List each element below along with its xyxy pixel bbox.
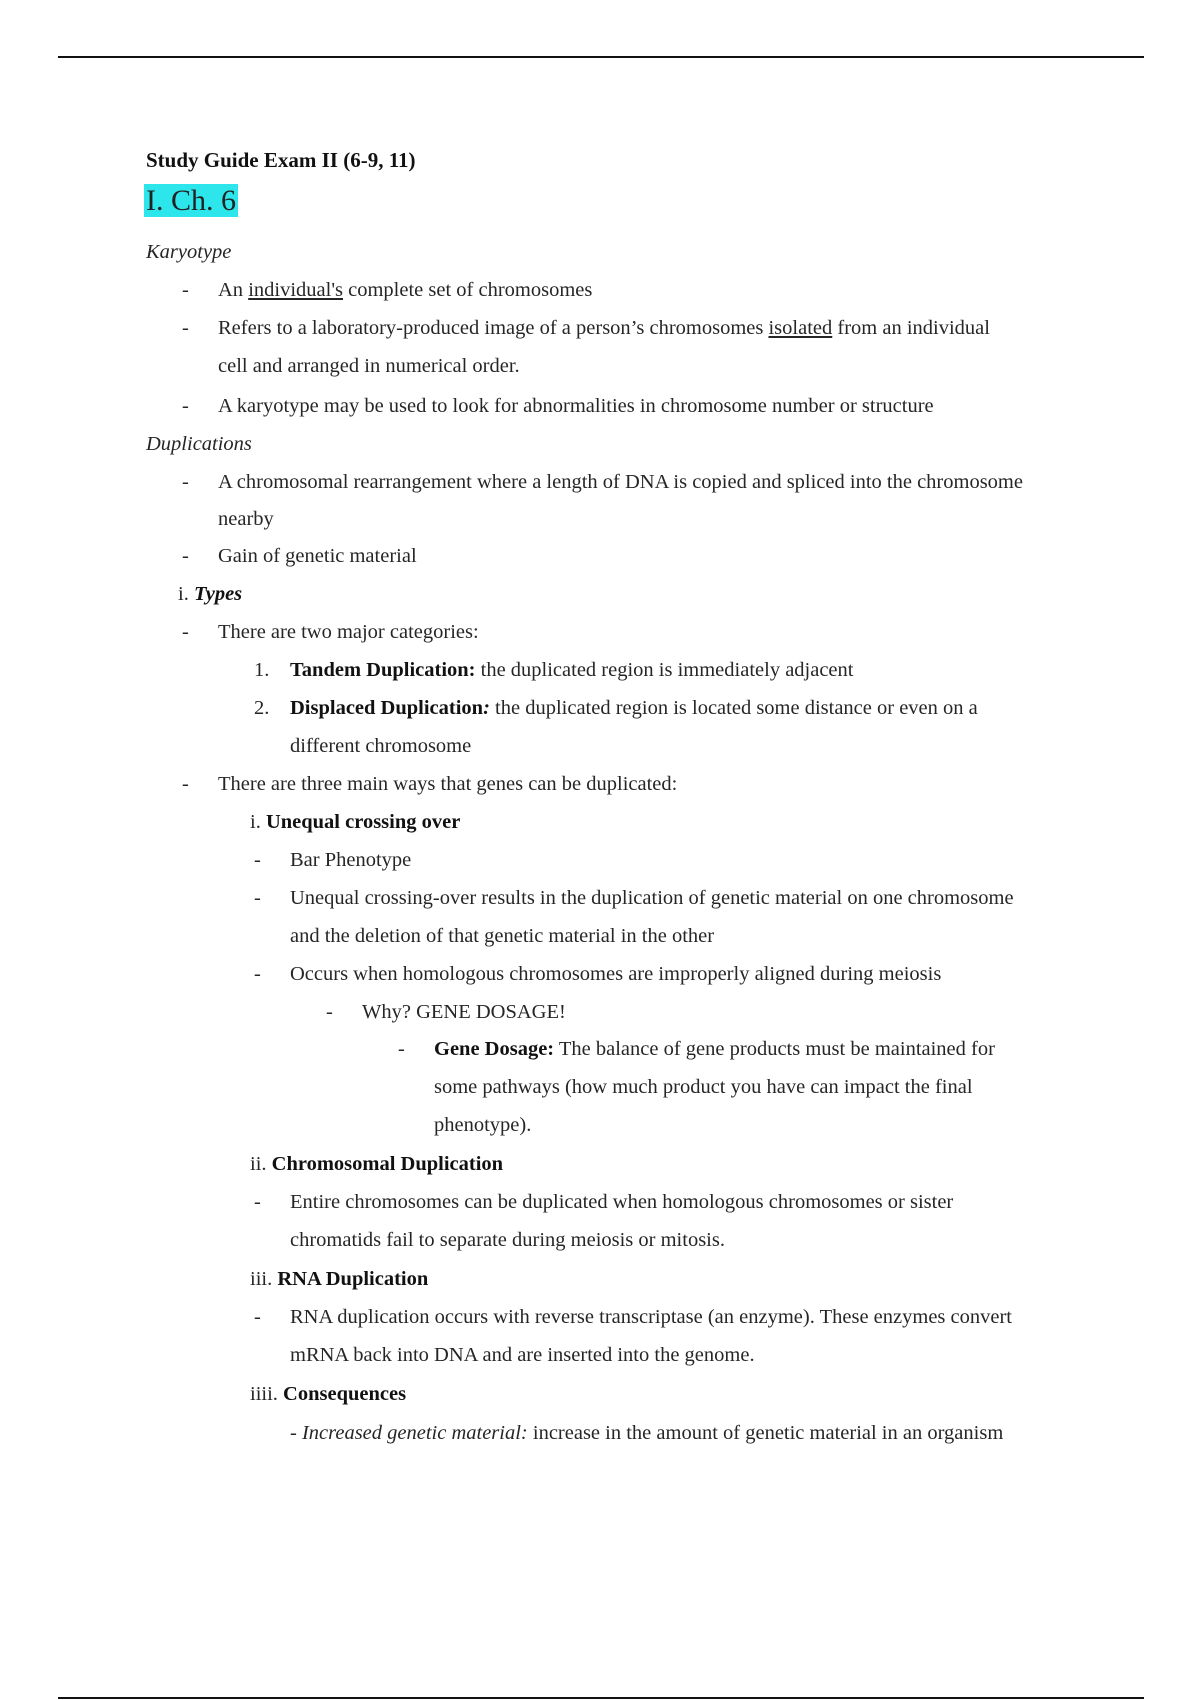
gene-dosage-cont-1: some pathways (how much product you have can impact the final bbox=[434, 1076, 973, 1098]
karyotype-bullet-3: - bbox=[182, 395, 189, 417]
karyotype-item-1: An individual's complete set of chromosomes bbox=[218, 279, 593, 301]
category-2: Displaced Duplication: the duplicated region is located some distance or even on a bbox=[290, 697, 978, 719]
karyotype-heading: Karyotype bbox=[146, 241, 232, 263]
unequal-bullet-3: - bbox=[254, 963, 261, 985]
chapter-heading-wrap bbox=[144, 184, 238, 218]
categories-intro: There are two major categories: bbox=[218, 621, 479, 643]
karyotype-item-3: A karyotype may be used to look for abnormalities in chromosome number or structure bbox=[218, 395, 934, 417]
types-heading: i. Types bbox=[178, 583, 243, 605]
unequal-item-2-cont: and the deletion of that genetic material in the other bbox=[290, 925, 715, 947]
karyotype-item-2-cont: cell and arranged in numerical order. bbox=[218, 355, 520, 377]
underlined-term: individual's bbox=[248, 279, 343, 301]
rna-bullet-1: - bbox=[254, 1306, 261, 1328]
gene-dosage-definition: Gene Dosage: The balance of gene products must be maintained for bbox=[434, 1038, 995, 1060]
top-rule bbox=[58, 56, 1144, 58]
gene-dosage-cont-2: phenotype). bbox=[434, 1114, 532, 1136]
duplications-item-1: A chromosomal rearrangement where a length of DNA is copied and spliced into the chromosome bbox=[218, 471, 1023, 493]
chromosomal-bullet-1: - bbox=[254, 1191, 261, 1213]
chromosomal-item-1: Entire chromosomes can be duplicated when homologous chromosomes or sister bbox=[290, 1191, 954, 1213]
category-1: Tandem Duplication: the duplicated region is immediately adjacent bbox=[290, 659, 854, 681]
duplications-bullet-2: - bbox=[182, 545, 189, 567]
consequences-heading: iiii. Consequences bbox=[250, 1383, 407, 1405]
underlined-term: isolated bbox=[768, 317, 833, 339]
consequences-item-1: - Increased genetic material: increase in the amount of genetic material in an organism bbox=[290, 1422, 1004, 1444]
rna-item-1: RNA duplication occurs with reverse transcriptase (an enzyme). These enzymes convert bbox=[290, 1306, 1012, 1328]
document-title: Study Guide Exam II (6-9, 11) bbox=[146, 148, 416, 172]
ways-intro: There are three main ways that genes can be duplicated: bbox=[218, 773, 678, 795]
category-2-number: 2. bbox=[254, 697, 270, 719]
why-gene-dosage: Why? GENE DOSAGE! bbox=[362, 1001, 566, 1023]
unequal-item-1: Bar Phenotype bbox=[290, 849, 412, 871]
dosage-bullet: - bbox=[398, 1038, 405, 1060]
duplications-item-1-cont: nearby bbox=[218, 508, 274, 530]
duplications-bullet-4: - bbox=[182, 773, 189, 795]
unequal-item-2: Unequal crossing-over results in the duplication of genetic material on one chromosome bbox=[290, 887, 1014, 909]
why-bullet: - bbox=[326, 1001, 333, 1023]
chromosomal-item-1-cont: chromatids fail to separate during meiosis or mitosis. bbox=[290, 1229, 725, 1251]
chapter-heading: I. Ch. 6 bbox=[146, 184, 236, 217]
duplications-item-2: Gain of genetic material bbox=[218, 545, 417, 567]
chromosomal-heading: ii. Chromosomal Duplication bbox=[250, 1153, 504, 1175]
karyotype-item-2: Refers to a laboratory-produced image of a person’s chromosomes isolated from an individual bbox=[218, 317, 990, 339]
karyotype-bullet-1: - bbox=[182, 279, 189, 301]
duplications-bullet-1: - bbox=[182, 471, 189, 493]
unequal-bullet-2: - bbox=[254, 887, 261, 909]
duplications-bullet-3: - bbox=[182, 621, 189, 643]
category-2-cont: different chromosome bbox=[290, 735, 472, 757]
unequal-heading: i. Unequal crossing over bbox=[250, 811, 461, 833]
bottom-rule bbox=[58, 1697, 1144, 1699]
unequal-bullet-1: - bbox=[254, 849, 261, 871]
karyotype-bullet-2: - bbox=[182, 317, 189, 339]
category-1-number: 1. bbox=[254, 659, 270, 681]
rna-item-1-cont: mRNA back into DNA and are inserted into the genome. bbox=[290, 1344, 755, 1366]
rna-heading: iii. RNA Duplication bbox=[250, 1268, 429, 1290]
unequal-item-3: Occurs when homologous chromosomes are improperly aligned during meiosis bbox=[290, 963, 942, 985]
duplications-heading: Duplications bbox=[146, 433, 252, 455]
